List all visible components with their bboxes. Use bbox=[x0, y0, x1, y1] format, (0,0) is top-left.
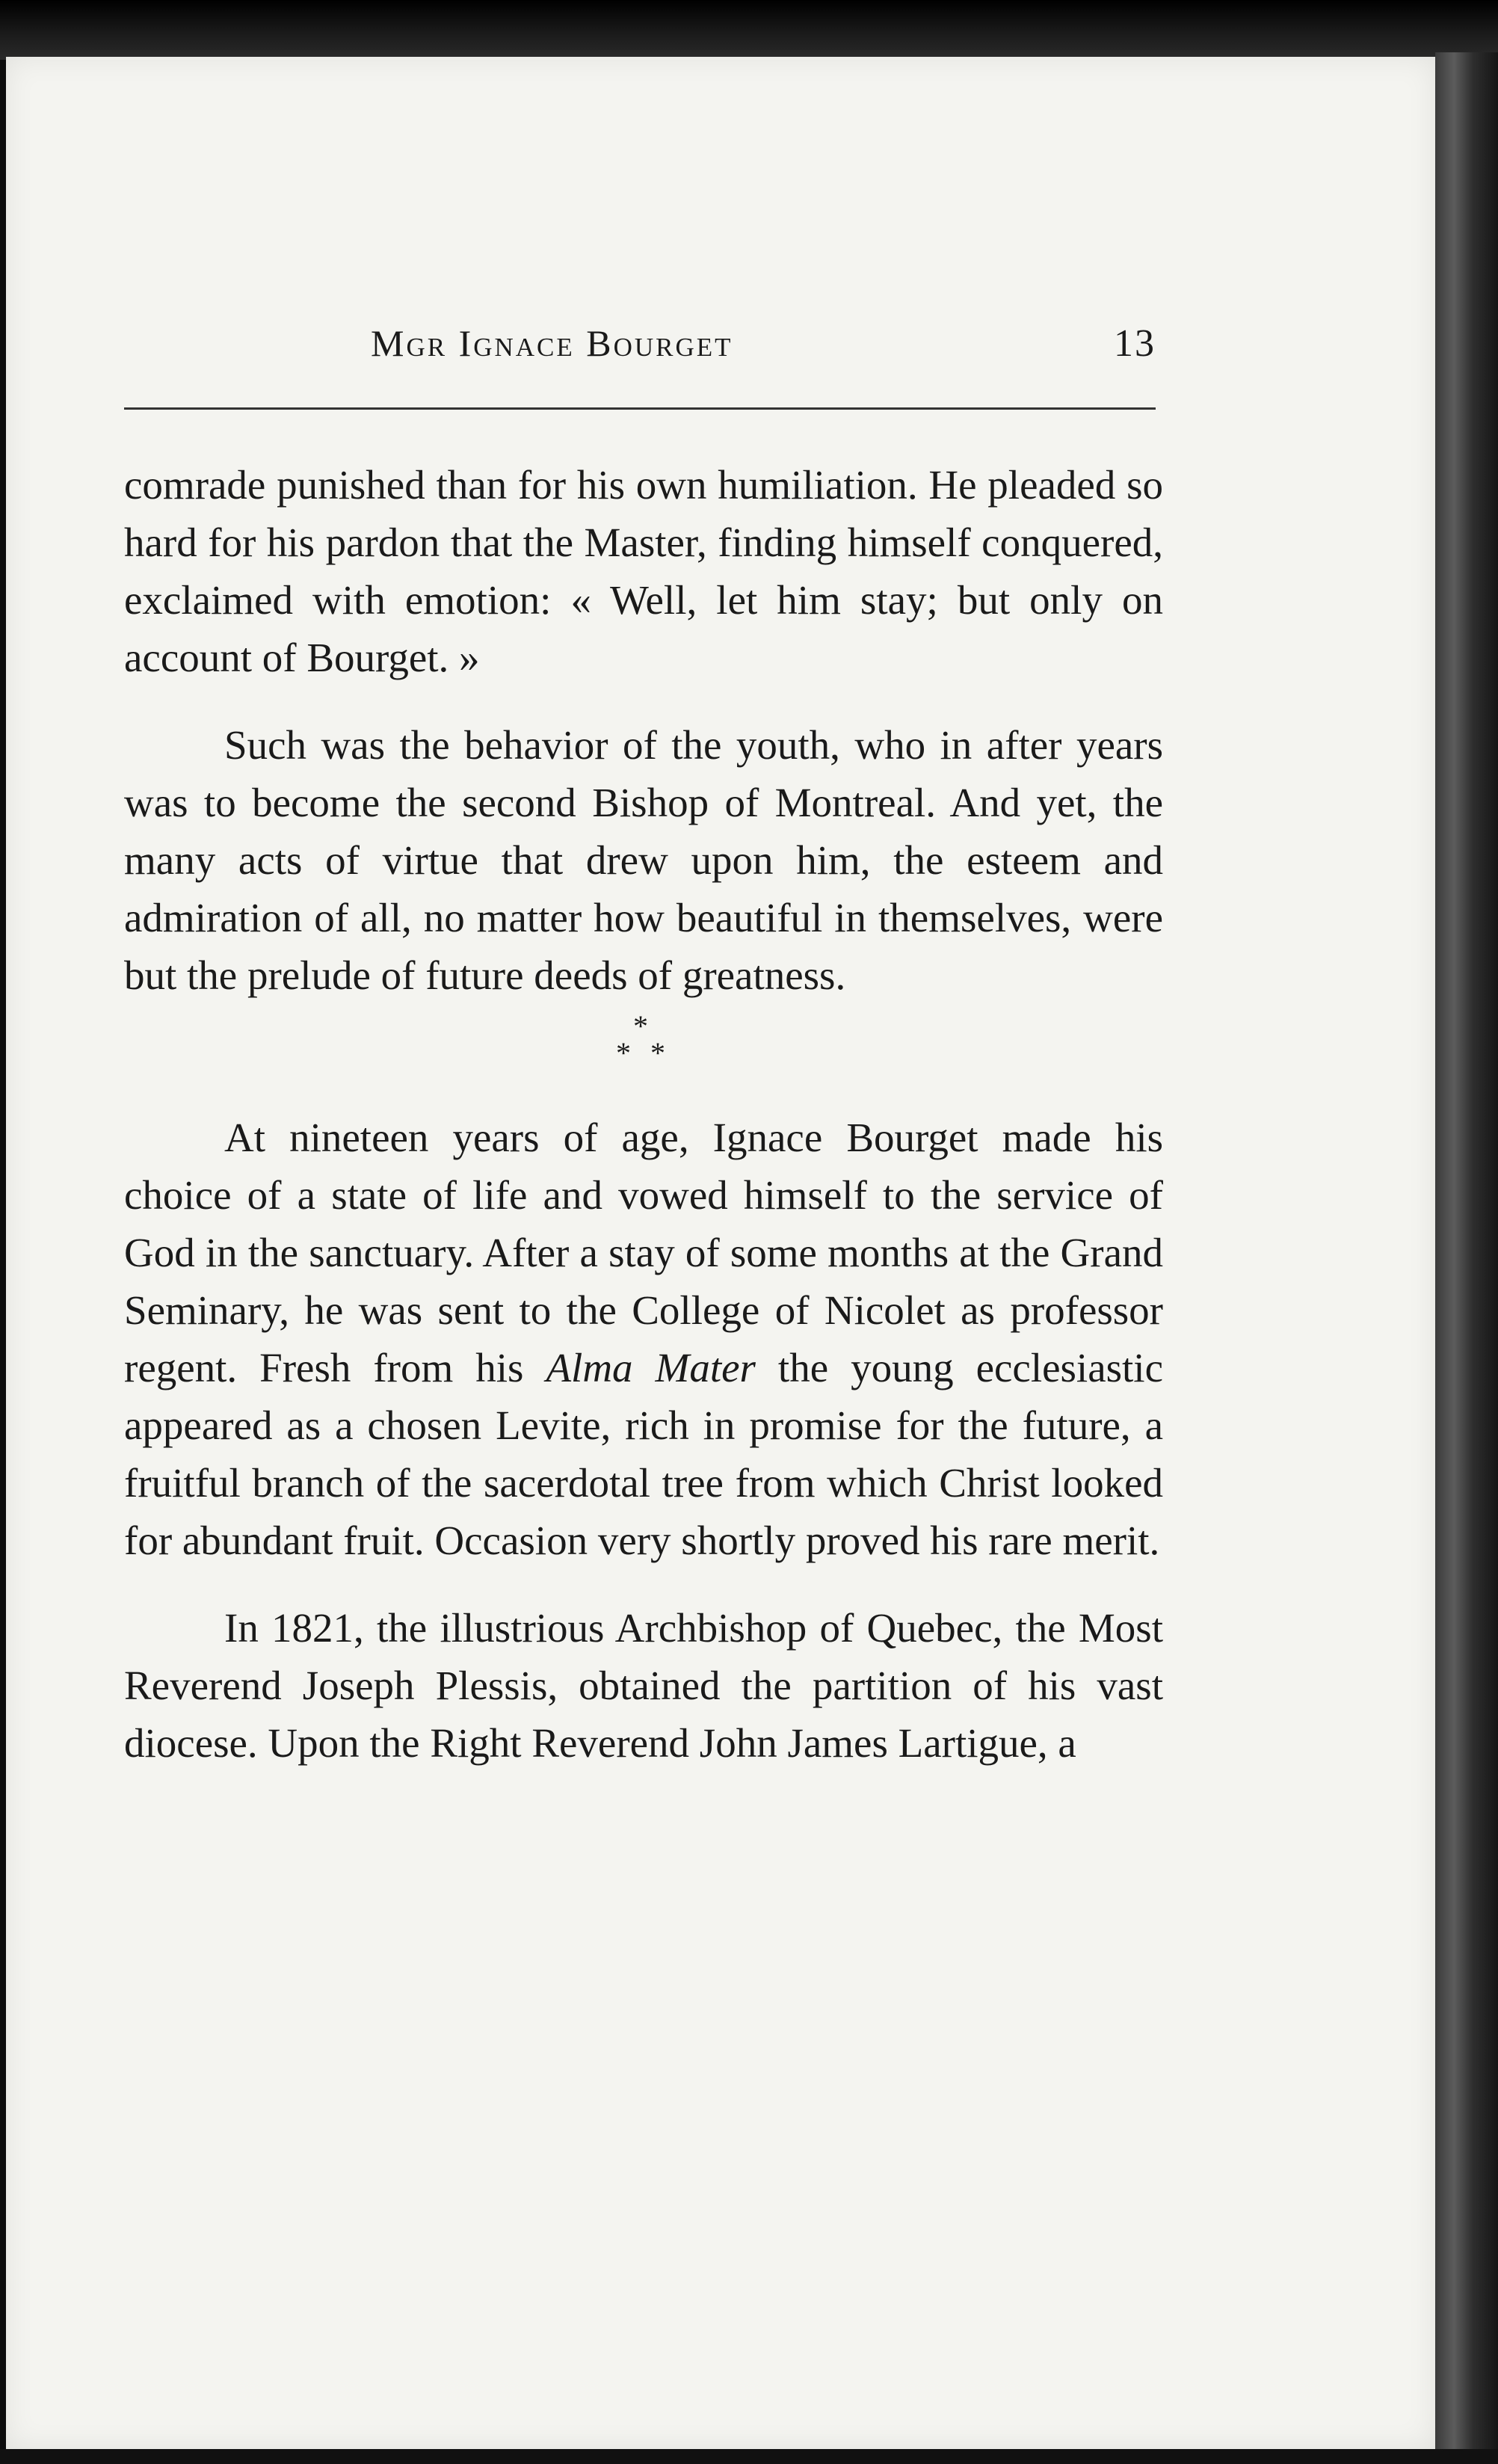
paragraph-1821: In 1821, the illustrious Archbishop of Quebec, the Most Reverend Joseph Plessis, obtained the partition of his vast diocese. Upon the Right Reverend John James Lartigue, a bbox=[124, 1605, 1163, 1766]
alma-mater-italic: Alma Mater bbox=[546, 1345, 756, 1390]
asterism bbox=[124, 1009, 1163, 1070]
paragraph-vocation-start: At nineteen years of age, Ignace Bourget made his choice of a state of life and vowed himself to the service of God in the sanctuary. After a stay of some months at the Grand Seminary, he was sent to the College of Nicolet as professor regent. Fresh from his bbox=[124, 1115, 1163, 1390]
page-header bbox=[124, 321, 1156, 389]
page-number: 13 bbox=[1114, 322, 1156, 365]
paragraph-vocation-end: the young ecclesiastic appeared as a chosen Levite, rich in promise for the future, a fruitful branch of the sacerdotal tree from which Christ looked for abundant fruit. Occasion very shortly proved his rare merit. bbox=[124, 1345, 1163, 1563]
header-rule bbox=[124, 407, 1156, 410]
paragraph-behavior: Such was the behavior of the youth, who in after years was to become the second Bishop of Montreal. And yet, the many acts of virtue that drew upon him, the esteem and admiration of all, no matter how beautiful in themselves, were but the prelude of future deeds of greatness. bbox=[124, 722, 1163, 998]
asterism-top: * bbox=[633, 1009, 654, 1043]
scan-border-bottom bbox=[0, 2449, 1498, 2464]
page-edge bbox=[1435, 52, 1498, 2464]
paragraph-continued: comrade punished than for his own humiliation. He pleaded so hard for his pardon that the Master, finding himself conquered, exclaimed with emotion: « Well, let him stay; but only on account of Bourget. » bbox=[124, 462, 1163, 680]
paragraph-vocation bbox=[124, 1109, 1163, 1569]
scan-border-top bbox=[0, 0, 1498, 60]
body-text bbox=[124, 456, 1163, 1772]
running-title: Mgr Ignace Bourget bbox=[371, 322, 733, 364]
asterism-bottom: * * bbox=[616, 1036, 671, 1070]
